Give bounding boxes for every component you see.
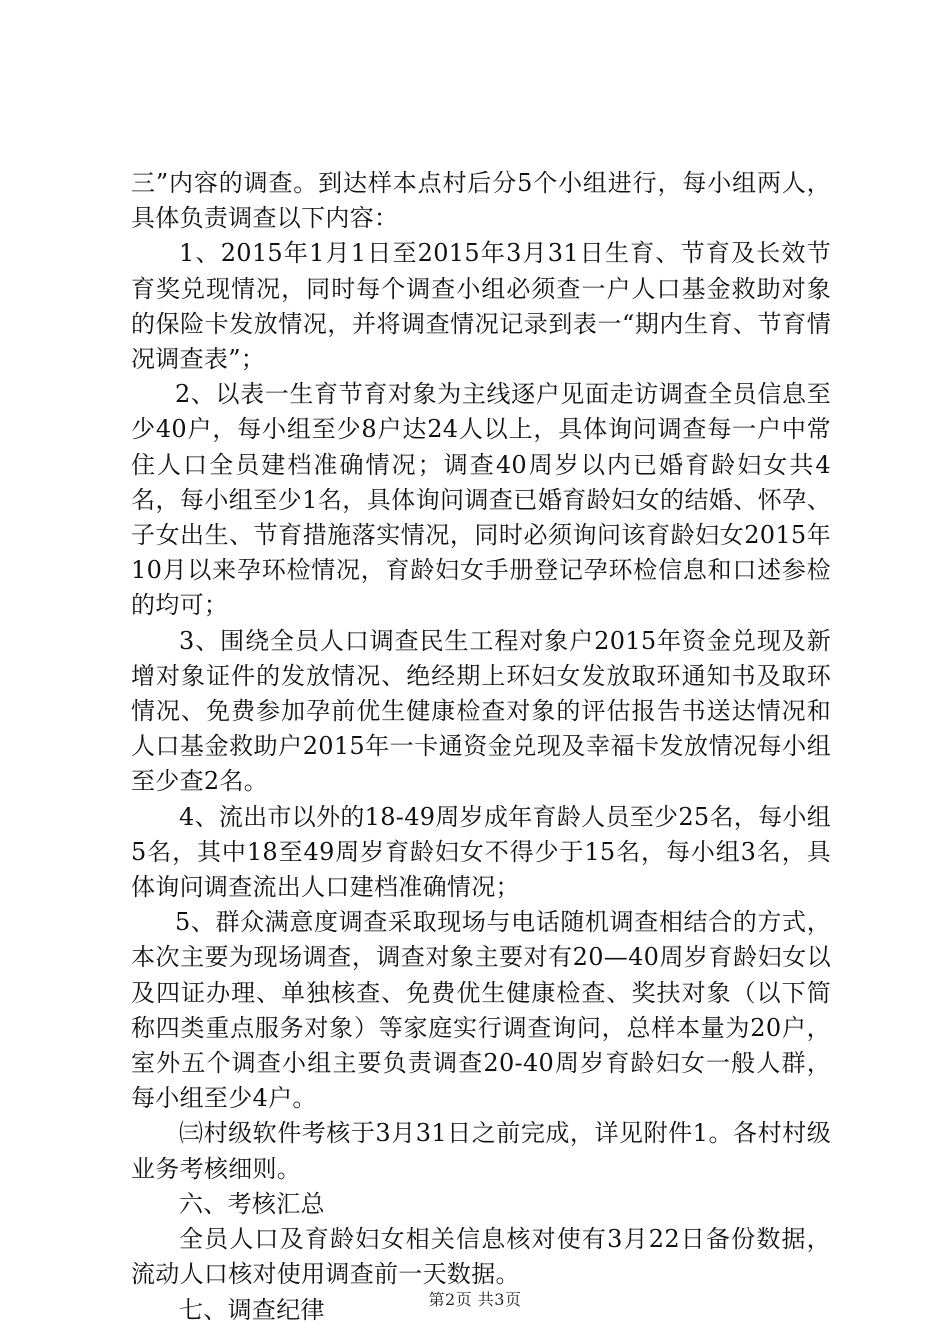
paragraph-village-assessment: ㈢村级软件考核于3月31日之前完成，详见附件1。各村村级业务考核细则。 (131, 1119, 831, 1183)
section-heading-discipline: 七、调查纪律 (179, 1295, 325, 1324)
paragraph-item-3: 3、围绕全员人口调查民生工程对象户2015年资金兑现及新增对象证件的发放情况、绝经期上环妇女发放取环通知书及取环情况、免费参加孕前优生健康检查对象的评估报告书送达情况和人口基金救助户2015年一卡通资金兑现及幸福卡发放情况每小组至少查2名。 (131, 626, 831, 796)
paragraph-summary: 全员人口及育龄妇女相关信息核对使有3月22日备份数据，流动人口核对使用调查前一天数据。 (131, 1225, 831, 1289)
paragraph-item-5: 5、群众满意度调查采取现场与电话随机调查相结合的方式，本次主要为现场调查，调查对象主要对有20—40周岁育龄妇女以及四证办理、单独核查、免费优生健康检查、奖扶对象（以下简称四类重点服务对象）等家庭实行调查询问，总样本量为20户，室外五个调查小组主要负责调查20-40周岁育龄妇女一般人群，每小组至少4户。 (131, 908, 831, 1113)
paragraph-item-1: 1、2015年1月1日至2015年3月31日生育、节育及长效节育奖兑现情况，同时每个调查小组必须查一户人口基金救助对象的保险卡发放情况，并将调查情况记录到表一“期内生育、节育情况调查表”； (131, 239, 831, 374)
page-number-footer: 第2页 共3页 (428, 1290, 522, 1309)
section-heading-summary: 六、考核汇总 (179, 1189, 325, 1218)
paragraph-item-2: 2、以表一生育节育对象为主线逐户见面走访调查全员信息至少40户，每小组至少8户达24人以上，具体询问调查每一户中常住人口全员建档准确情况；调查40周岁以内已婚育龄妇女共4名，每小组至少1名，具体询问调查已婚育龄妇女的结婚、怀孕、子女出生、节育措施落实情况，同时必须询问该育龄妇女2015年10月以来孕环检情况，育龄妇女手册登记孕环检信息和口述参检的均可； (131, 380, 831, 620)
document-body (131, 166, 831, 1328)
paragraph-item-4: 4、流出市以外的18-49周岁成年育龄人员至少25名，每小组5名，其中18至49周岁育龄妇女不得少于15名，每小组3名，具体询问调查流出人口建档准确情况； (131, 802, 831, 902)
paragraph-continuation: 三”内容的调查。到达样本点村后分5个小组进行，每小组两人，具体负责调查以下内容： (131, 169, 831, 233)
